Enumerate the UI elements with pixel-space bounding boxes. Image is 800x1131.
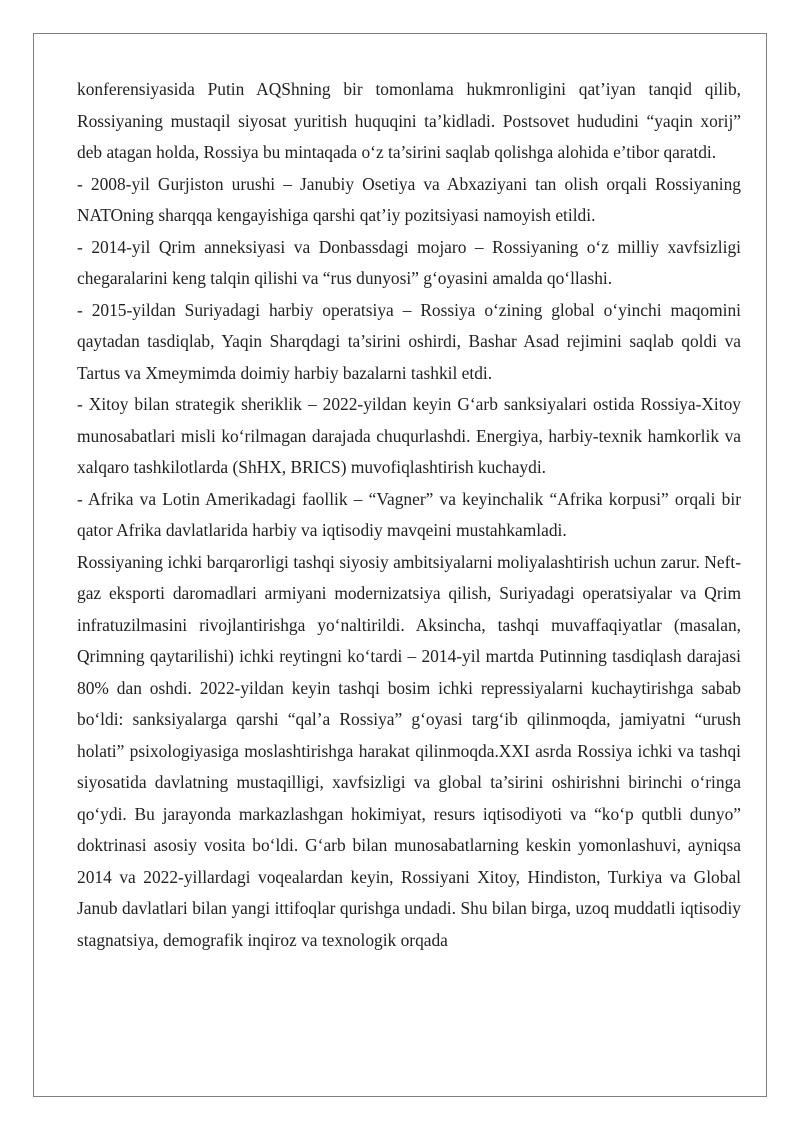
document-body xyxy=(77,74,741,956)
paragraph-crimea: - 2014-yil Qrim anneksiyasi va Donbassdagi mojaro – Rossiyaning o‘z milliy xavfsizligi chegaralarini keng talqin qilishi va “rus dunyosi” g‘oyasini amalda qo‘llashi. xyxy=(77,236,741,288)
paragraph-syria: - 2015-yildan Suriyadagi harbiy operatsiya – Rossiya o‘zining global o‘yinchi maqomini qaytadan tasdiqlab, Yaqin Sharqdagi ta’sirini oshirdi, Bashar Asad rejimini saqlab qoldi va Tartus va Xmeymimda doimiy harbiy bazalarni tashkil etdi. xyxy=(77,299,741,383)
paragraph-conference: konferensiyasida Putin AQShning bir tomonlama hukmronligini qat’iyan tanqid qilib, Rossiyaning mustaqil siyosat yuritish huquqini ta’kidladi. Postsovet hududini “yaqin xorij” deb atagan holda, Rossiya bu mintaqada o‘z ta’sirini saqlab qolishga alohida e’tibor qaratdi. xyxy=(77,79,741,162)
paragraph-africa: - Afrika va Lotin Amerikadagi faollik – “Vagner” va keyinchalik “Afrika korpusi” orqali bir qator Afrika davlatlarida harbiy va iqtisodiy mavqeini mustahkamladi. xyxy=(77,488,741,540)
paragraph-domestic-stability: Rossiyaning ichki barqarorligi tashqi siyosiy ambitsiyalarni moliyalashtirish uchun zarur. Neft-gaz eksporti daromadlari armiyani modernizatsiya qilish, Suriyadagi operatsiyalar va Qrim infratuzilmasini rivojlantirishga yo‘naltirildi. Aksincha, tashqi muvaffaqiyatlar (masalan, Qrimning qaytarilishi) ichki reytingni ko‘tardi – 2014-yil martda Putinning tasdiqlash darajasi 80% dan oshdi. 2022-yildan keyin tashqi bosim ichki repressiyalarni kuchaytirishga sabab bo‘ldi: sanksiyalarga qarshi “qal’a Rossiya” g‘oyasi targ‘ib qilinmoqda, jamiyatni “urush holati” psixologiyasiga moslashtirishga harakat qilinmoqda.XXI asrda Rossiya ichki va tashqi siyosatida davlatning mustaqilligi, xavfsizligi va global ta’sirini oshirishni birinchi o‘ringa qo‘ydi. Bu jarayonda markazlashgan hokimiyat, resurs iqtisodiyoti va “ko‘p qutbli dunyo” doktrinasi asosiy vosita bo‘ldi. G‘arb bilan munosabatlarning keskin yomonlashuvi, ayniqsa 2014 va 2022-yillardagi voqealardan keyin, Rossiyani Xitoy, Hindiston, Turkiya va Global Janub davlatlari bilan yangi ittifoqlar qurishga undadi. Shu bilan birga, uzoq muddatli iqtisodiy stagnatsiya, demografik inqiroz va texnologik orqada xyxy=(77,551,741,950)
paragraph-georgia-war: - 2008-yil Gurjiston urushi – Janubiy Osetiya va Abxaziyani tan olish orqali Rossiyaning NATOning sharqqa kengayishiga qarshi qat’iy pozitsiyasi namoyish etildi. xyxy=(77,173,741,225)
paragraph-china: - Xitoy bilan strategik sheriklik – 2022-yildan keyin G‘arb sanksiyalari ostida Rossiya-Xitoy munosabatlari misli ko‘rilmagan darajada chuqurlashdi. Energiya, harbiy-texnik hamkorlik va xalqaro tashkilotlarda (ShHX, BRICS) muvofiqlashtirish kuchaydi. xyxy=(77,394,741,477)
